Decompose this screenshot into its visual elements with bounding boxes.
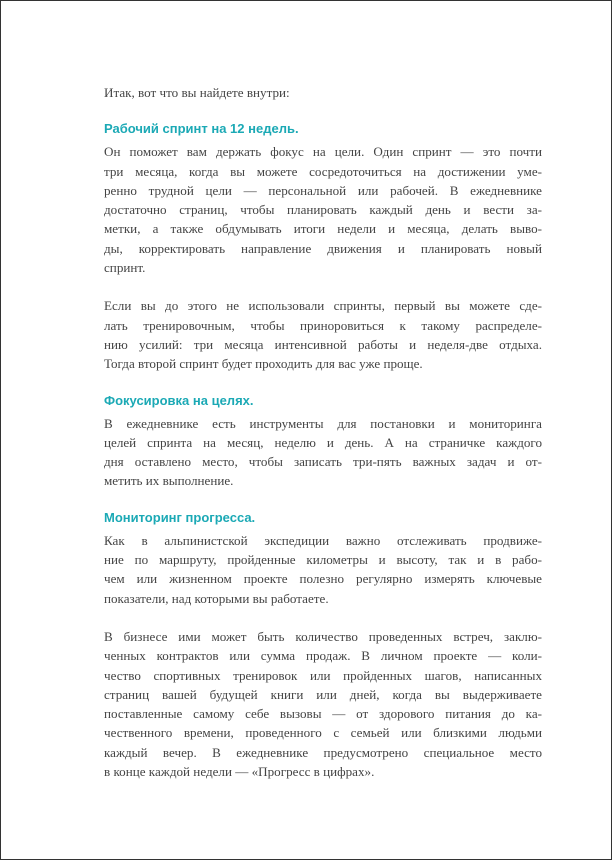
text-line: ченных контрактов или сумма продаж. В личном проекте — коли- <box>104 648 542 664</box>
paragraph <box>104 142 542 277</box>
text-line: каждый вечер. В ежедневнике предусмотрено специальное место <box>104 744 542 760</box>
text-line: чественного времени, проведенного с семьей или близкими людьми <box>104 725 542 741</box>
text-line: ние по маршруту, пройденные километры и высоту, так и в рабо- <box>104 552 542 568</box>
text-line: целей спринта на месяц, неделю и день. А на страничке каждого <box>104 434 542 450</box>
text-line: три месяца, когда вы можете сосредоточиться на достижении уме- <box>104 163 542 179</box>
text-line: страниц вашей будущей книги или дней, когда вы выдерживаете <box>104 686 542 702</box>
text-line: поставленные самому себе вызовы — от здорового питания до ка- <box>104 706 542 722</box>
text-line: В ежедневнике есть инструменты для постановки и мониторинга <box>104 415 542 431</box>
paragraph <box>104 414 542 491</box>
page-content <box>104 83 542 781</box>
paragraph <box>104 531 542 608</box>
text-line: метить их выполнение. <box>104 473 234 489</box>
text-line: спринт. <box>104 260 146 276</box>
section-heading-sprint: Рабочий спринт на 12 недель. <box>104 121 299 137</box>
paragraph <box>104 627 542 781</box>
text-line: Если вы до этого не использовали спринты, первый вы можете сде- <box>104 298 542 314</box>
text-line: метки, а также обдумывать итоги недели и месяца, делать выво- <box>104 221 542 237</box>
text-line: чем или жизненном проекте полезно регулярно измерять ключевые <box>104 571 542 587</box>
text-line: показатели, над которыми вы работаете. <box>104 590 329 606</box>
text-line: ренно трудной цели — персональной или рабочей. В ежедневнике <box>104 182 542 198</box>
intro-text: Итак, вот что вы найдете внутри: <box>104 85 290 100</box>
text-line: дня оставлено место, чтобы записать три-пять важных задач и от- <box>104 454 542 470</box>
text-line: нию усилий: три месяца интенсивной работы и неделя-две отдыха. <box>104 336 542 352</box>
text-line: чество спортивных тренировок или пройденных шагов, написанных <box>104 667 542 683</box>
section-heading-progress: Мониторинг прогресса. <box>104 509 256 525</box>
section-heading-goals: Фокусировка на целях. <box>104 392 254 408</box>
paragraph <box>104 296 542 373</box>
text-line: Как в альпинистской экспедиции важно отслеживать продвиже- <box>104 532 542 548</box>
text-line: ды, корректировать направление движения и планировать новый <box>104 240 542 256</box>
text-line: В бизнесе ими может быть количество проведенных встреч, заклю- <box>104 628 542 644</box>
text-line: достаточно страниц, чтобы планировать каждый день и вести за- <box>104 202 542 218</box>
text-line: в конце каждой недели — «Прогресс в цифрах». <box>104 764 375 780</box>
text-line: Он поможет вам держать фокус на цели. Один спринт — это почти <box>104 144 542 160</box>
text-line: лать тренировочным, чтобы приноровиться к такому распределе- <box>104 317 542 333</box>
text-line: Тогда второй спринт будет проходить для вас уже проще. <box>104 356 423 372</box>
